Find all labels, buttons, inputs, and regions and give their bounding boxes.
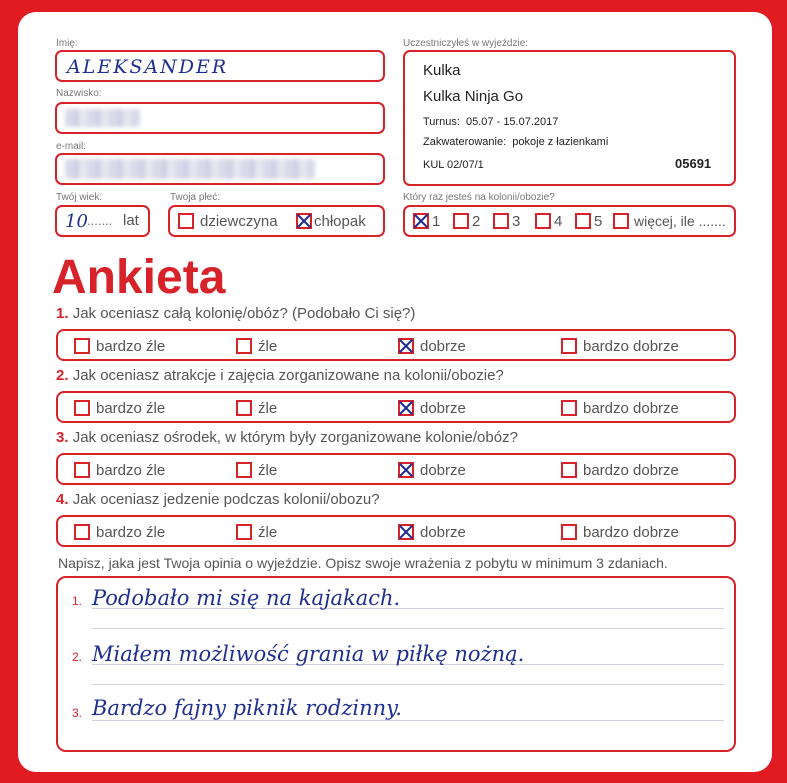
camp-number: 05691: [675, 156, 712, 171]
q1-bad-checkbox[interactable]: [236, 338, 252, 354]
question-3-answers: [56, 453, 736, 485]
name-label: Imię:: [56, 38, 78, 49]
q3-option-good[interactable]: dobrze: [398, 461, 466, 479]
opinion-3-text: Bardzo fajny piknik rodzinny.: [92, 696, 402, 720]
q2-very-good-checkbox[interactable]: [561, 400, 577, 416]
q2-option-bad[interactable]: źle: [236, 399, 277, 417]
camp-code: KUL 02/07/1: [423, 159, 484, 171]
q3-very-bad-checkbox[interactable]: [74, 462, 90, 478]
times-more-checkbox[interactable]: [613, 213, 629, 229]
gender-girl-checkbox[interactable]: [178, 213, 194, 229]
opinion-prompt: Napisz, jaka jest Twoja opinia o wyjeździe. Opisz swoje wrażenia z pobytu w minimum 3 zdaniach.: [58, 555, 668, 571]
times-2-checkbox[interactable]: [453, 213, 469, 229]
q4-option-very-bad[interactable]: bardzo źle: [74, 523, 165, 541]
q3-option-very-good[interactable]: bardzo dobrze: [561, 461, 679, 479]
q3-option-very-bad[interactable]: bardzo źle: [74, 461, 165, 479]
q2-option-good[interactable]: dobrze: [398, 399, 466, 417]
q4-option-bad[interactable]: źle: [236, 523, 277, 541]
opinion-line: [92, 720, 724, 721]
times-option-1[interactable]: 1: [413, 212, 440, 230]
email-label: e-mail:: [56, 141, 87, 152]
email-field[interactable]: [55, 153, 385, 185]
times-option-3[interactable]: 3: [493, 212, 520, 230]
opinion-line: [92, 628, 724, 629]
q4-very-good-checkbox[interactable]: [561, 524, 577, 540]
gender-option-girl[interactable]: dziewczyna: [178, 212, 278, 230]
q4-option-very-good[interactable]: bardzo dobrze: [561, 523, 679, 541]
q1-option-good[interactable]: dobrze: [398, 337, 466, 355]
gender-boy-checkbox[interactable]: [296, 213, 312, 229]
q3-very-good-checkbox[interactable]: [561, 462, 577, 478]
times-field: [403, 205, 736, 237]
opinion-box[interactable]: [56, 576, 736, 752]
q1-option-bad[interactable]: źle: [236, 337, 277, 355]
gender-label: Twoja płeć:: [170, 192, 221, 203]
q2-option-very-bad[interactable]: bardzo źle: [74, 399, 165, 417]
q4-bad-checkbox[interactable]: [236, 524, 252, 540]
q2-bad-checkbox[interactable]: [236, 400, 252, 416]
q3-option-bad[interactable]: źle: [236, 461, 277, 479]
participant-box: [403, 50, 736, 186]
participant-label: Uczestniczyłeś w wyjeździe:: [403, 38, 529, 49]
accommodation-value: pokoje z łazienkami: [512, 136, 609, 148]
opinion-1-text: Podobało mi się na kajakach.: [92, 586, 401, 610]
age-value: 10: [65, 211, 88, 232]
q2-option-very-good[interactable]: bardzo dobrze: [561, 399, 679, 417]
opinion-3-num: 3.: [72, 706, 83, 720]
question-4-text: 4. Jak oceniasz jedzenie podczas kolonii/obozu?: [56, 491, 380, 508]
question-1-answers: [56, 329, 736, 361]
q1-very-bad-checkbox[interactable]: [74, 338, 90, 354]
gender-option-boy[interactable]: chłopak: [296, 212, 366, 230]
q1-option-very-good[interactable]: bardzo dobrze: [561, 337, 679, 355]
q1-very-good-checkbox[interactable]: [561, 338, 577, 354]
age-dots: .......: [87, 213, 113, 228]
times-label: Który raz jesteś na kolonii/obozie?: [403, 192, 555, 203]
camp-full-name: Kulka Ninja Go: [423, 88, 524, 105]
surname-field[interactable]: [55, 102, 385, 134]
times-option-4[interactable]: 4: [535, 212, 562, 230]
name-field[interactable]: [55, 50, 385, 82]
q4-option-good[interactable]: dobrze: [398, 523, 466, 541]
times-option-2[interactable]: 2: [453, 212, 480, 230]
opinion-2-num: 2.: [72, 650, 83, 664]
question-3-text: 3. Jak oceniasz ośrodek, w którym były zorganizowane kolonie/obóz?: [56, 429, 518, 446]
times-option-5[interactable]: 5: [575, 212, 602, 230]
surname-redacted: [65, 109, 140, 127]
q2-very-bad-checkbox[interactable]: [74, 400, 90, 416]
times-1-checkbox[interactable]: [413, 213, 429, 229]
name-value: ALEKSANDER: [67, 56, 229, 78]
opinion-1-num: 1.: [72, 594, 83, 608]
times-4-checkbox[interactable]: [535, 213, 551, 229]
q1-good-checkbox[interactable]: [398, 338, 414, 354]
q2-good-checkbox[interactable]: [398, 400, 414, 416]
accommodation-row: Zakwaterowanie: pokoje z łazienkami: [423, 136, 609, 148]
question-1-text: 1. Jak oceniasz całą kolonię/obóz? (Podobało Ci się?): [56, 305, 416, 322]
question-2-text: 2. Jak oceniasz atrakcje i zajęcia zorganizowane na kolonii/obozie?: [56, 367, 504, 384]
survey-title: Ankieta: [52, 251, 226, 304]
question-2-answers: [56, 391, 736, 423]
q4-very-bad-checkbox[interactable]: [74, 524, 90, 540]
turnus-row: Turnus: 05.07 - 15.07.2017: [423, 116, 559, 128]
q3-bad-checkbox[interactable]: [236, 462, 252, 478]
age-label: Twój wiek:: [56, 192, 103, 203]
age-field[interactable]: [55, 205, 150, 237]
email-redacted: [65, 159, 315, 179]
times-3-checkbox[interactable]: [493, 213, 509, 229]
turnus-value: 05.07 - 15.07.2017: [466, 116, 559, 128]
q3-good-checkbox[interactable]: [398, 462, 414, 478]
opinion-line: [92, 684, 724, 685]
times-option-more[interactable]: więcej, ile .......: [613, 212, 726, 229]
surname-label: Nazwisko:: [56, 88, 102, 99]
age-suffix: lat: [123, 212, 139, 229]
camp-name: Kulka: [423, 62, 461, 79]
question-4-answers: [56, 515, 736, 547]
q4-good-checkbox[interactable]: [398, 524, 414, 540]
q1-option-very-bad[interactable]: bardzo źle: [74, 337, 165, 355]
times-5-checkbox[interactable]: [575, 213, 591, 229]
opinion-2-text: Miałem możliwość grania w piłkę nożną.: [92, 642, 525, 666]
gender-field: [168, 205, 385, 237]
